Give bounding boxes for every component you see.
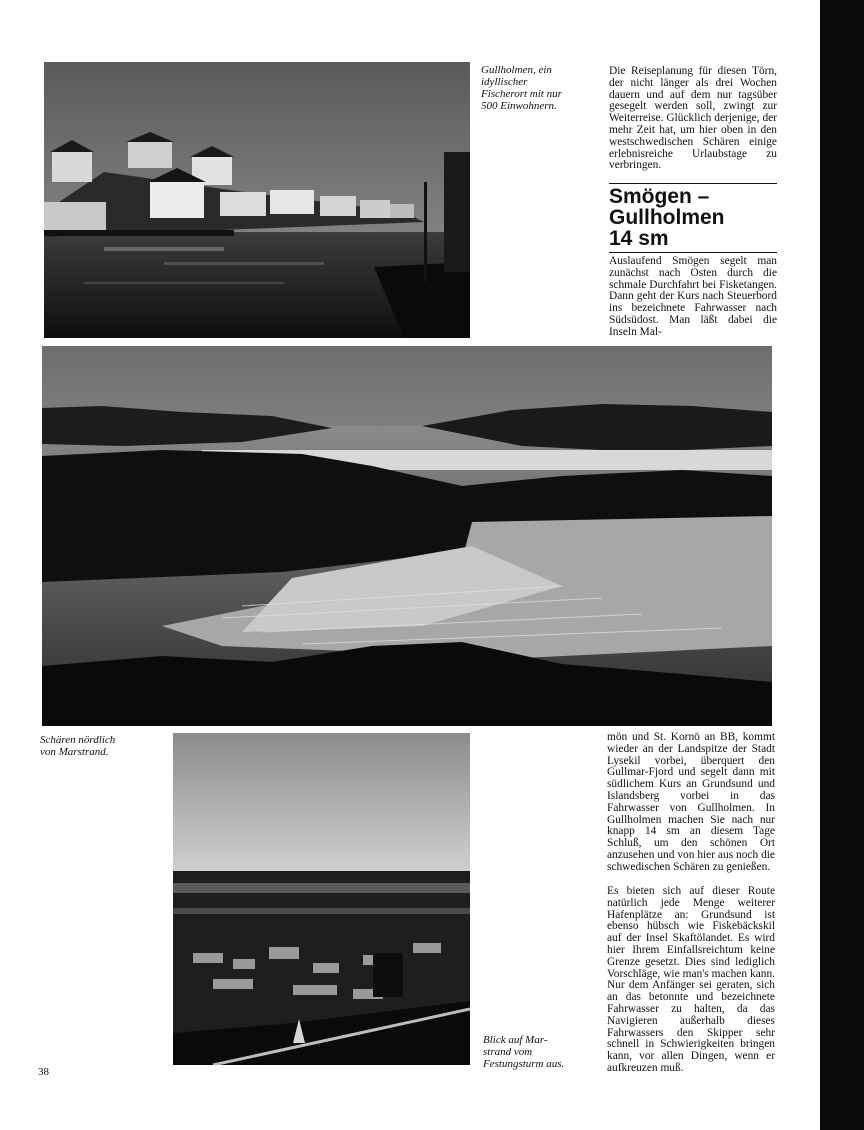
gullholmen-harbor-photo bbox=[44, 62, 470, 338]
heading-line: 14 sm bbox=[609, 227, 669, 250]
caption-gullholmen bbox=[481, 64, 591, 112]
caption-line: von Marstrand. bbox=[40, 746, 109, 758]
route-paragraph-bottom-1: mön und St. Kornö an BB, kommt wieder an der Landspitze der Stadt Lysekil vorbei, überquert den Gullmar-Fjord und segelt dann mit südlichem Kurs an Grundsund und Islandsberg vorbei in das Fahrwasser von Gullholmen. In Gullholmen machen Sie nach nur knapp 14 sm an diesem Tage Schluß, um den schönen Ort anzusehen und von hier aus noch die schwedischen Schären zu genießen. bbox=[607, 731, 775, 873]
section-heading bbox=[609, 183, 777, 249]
caption-line: Gullholmen, ein bbox=[481, 64, 552, 76]
caption-line: strand vom bbox=[483, 1046, 533, 1058]
marstrand-view-photo bbox=[173, 733, 470, 1065]
caption-line: Blick auf Mar- bbox=[483, 1034, 548, 1046]
caption-line: Schären nördlich bbox=[40, 734, 116, 746]
caption-line: Fischerort mit nur bbox=[481, 88, 562, 100]
caption-line: 500 Einwohnern. bbox=[481, 100, 557, 112]
intro-paragraph: Die Reiseplanung für diesen Törn, der nicht länger als drei Wochen dauern und auf dem nur tagsüber gesegelt werden soll, zwingt zur Weiterreise. Glücklich derjenige, der mehr Zeit hat, um hier oben in den westschwedischen Schären einige erlebnisreiche Urlaubstage zu verbringen. bbox=[609, 65, 777, 172]
heading-rule bbox=[609, 252, 777, 253]
caption-line: idyllischer bbox=[481, 76, 528, 88]
heading-line: Gullholmen bbox=[609, 206, 725, 229]
scan-dark-edge bbox=[820, 0, 864, 1130]
page-number: 38 bbox=[38, 1066, 49, 1078]
heading-line: Smögen – bbox=[609, 185, 710, 208]
caption-blick bbox=[483, 1034, 593, 1070]
schaeren-panorama-photo bbox=[42, 346, 772, 726]
caption-schaeren bbox=[40, 734, 168, 758]
route-paragraph-top: Auslaufend Smögen segelt man zunächst nach Osten durch die schmale Durchfahrt bei Fisketangen. Dann geht der Kurs nach Steuerbord ins bezeichnete Fahrwasser nach Südsüdost. Man läßt dabei die Inseln Mal- bbox=[609, 255, 777, 338]
caption-line: Festungsturm aus. bbox=[483, 1058, 565, 1070]
route-paragraph-bottom-2: Es bieten sich auf dieser Route natürlich jede Menge weiterer Hafenplätze an: Grundsund ist ebenso hübsch wie Fiskebäckskil auf der Insel Skaftölandet. Es wird hier Ihrem Einfallsreichtum keine Grenze gesetzt. Dies sind lediglich Vorschläge, wie man's machen kann. Nur dem Anfänger sei geraten, sich an das betonnte und bezeichnete Fahrwasser zu halten, da das Navigieren außerhalb dieses Fahrwassers den Skipper sehr schnell in Schwierigkeiten bringen kann, vor allen Dingen, wenn er aufkreuzen muß. bbox=[607, 885, 775, 1074]
